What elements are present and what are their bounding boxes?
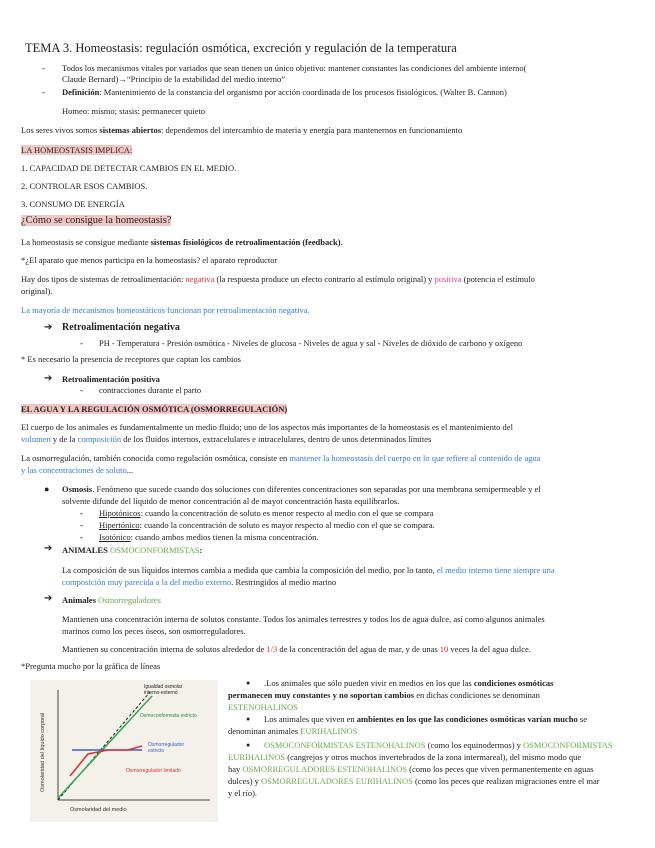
euryhaline-term: EURIHALINOS bbox=[300, 726, 358, 736]
dot-bullet: ● bbox=[246, 679, 251, 687]
intro-bullet-1-line-1: Todos los mecanismos vitales por variados que sean tienen un único objetivo: mantener constantes las condiciones del ambiente interno( bbox=[62, 63, 527, 73]
implies-item-1: 1. CAPACIDAD DE DETECTAR CAMBIOS EN EL MEDIO. bbox=[21, 163, 237, 173]
one-third: 1/3 bbox=[266, 644, 278, 654]
positive-heading-text: Retroalimentación positiva bbox=[62, 374, 160, 384]
definition-text: : Mantenimiento de la constancia del organismo por acción coordinada de los procesos fisiológicos. (Walter B. Cannon) bbox=[99, 87, 507, 97]
ten: 10 bbox=[439, 644, 449, 654]
hypotonic-label: Hipotónicos bbox=[99, 508, 141, 518]
dash-bullet: - bbox=[80, 338, 83, 348]
dash-bullet: - bbox=[80, 508, 83, 518]
side-s2-line-2 bbox=[228, 726, 357, 736]
regulator-label-2: estricto bbox=[148, 748, 165, 754]
regulators-p2-mid: de la concentración del agua de mar, y de unas bbox=[277, 644, 440, 654]
equality-label-2: interno-externo bbox=[144, 690, 178, 696]
regulator-label-1: Osmorregulador bbox=[148, 742, 185, 748]
graph-note: *Pregunta mucho por la gráfica de líneas bbox=[21, 661, 161, 671]
dash-bullet: - bbox=[80, 385, 83, 395]
y-axis-label: Osmolaridad del líquido corporal bbox=[40, 712, 46, 792]
dash-bullet: - bbox=[42, 63, 45, 73]
open-systems-post: : dependemos del intercambio de materia y energía para mantenernos en funcionamiento bbox=[161, 125, 463, 135]
s3-green-1: OSMOCONFORMISTAS ESTENOHALINOS bbox=[264, 740, 426, 750]
side-s3-line-3 bbox=[228, 764, 593, 774]
s3-green-2: OSMOCONFORMISTAS bbox=[523, 740, 613, 750]
regulators-green: Osmorreguladores bbox=[98, 595, 161, 605]
water-heading bbox=[21, 404, 287, 414]
arrow-bullet: ➔ bbox=[44, 322, 53, 333]
side-s3-line-5: y el río). bbox=[228, 788, 258, 798]
implies-heading bbox=[21, 145, 132, 155]
question-reproductive: *¿El aparato que menos participa en la homeostasis? el aparato reproductor bbox=[21, 255, 278, 265]
equality-label-1: Igualdad osmolar bbox=[144, 684, 183, 690]
conformers-label: ANIMALES bbox=[62, 545, 110, 555]
feedback-types-line-2: original). bbox=[21, 286, 53, 296]
definition-label: Definición bbox=[62, 87, 100, 97]
dot-bullet: ● bbox=[246, 715, 251, 723]
feedback-types-pre: Hay dos tipos de sistemas de retroalimentación: bbox=[21, 274, 186, 284]
dash-bullet: - bbox=[80, 532, 83, 542]
isotonic-label: Isotónico bbox=[99, 532, 131, 542]
water-p1-post: de los fluidos internos, extracelulares e intracelulares, dentro de unos determinados límites bbox=[121, 434, 432, 444]
dot-bullet: ● bbox=[44, 484, 50, 494]
page-title: TEMA 3. Homeostasis: regulación osmótica, excreción y regulación de la temperatura bbox=[25, 41, 457, 55]
receptors-note: * Es necesario la presencia de receptores que captan los cambios bbox=[21, 354, 241, 364]
s2-post: se bbox=[577, 714, 587, 724]
negative-item: PH - Temperatura - Presión osmótica - Niveles de glucosa - Niveles de agua y sal - Niveles de dióxido de carbono y oxígeno bbox=[99, 338, 523, 348]
definition-line bbox=[62, 87, 507, 97]
conformers-pre: La composición de sus líquidos internos cambia a medida que cambia la composición del medio, por lo tanto, bbox=[62, 565, 437, 575]
dash-bullet: - bbox=[42, 87, 45, 97]
side-s1-line-1 bbox=[264, 678, 553, 688]
water-p2-l2-blue: y las concentraciones de soluto bbox=[21, 465, 127, 475]
osmosis-line-1 bbox=[62, 484, 541, 494]
osmosis-line-2: solvente difunde del líquido de menor concentración al de mayot concentración hasta equilibrarlos. bbox=[62, 496, 400, 506]
conformers-colon: : bbox=[199, 545, 203, 555]
composition-word: composición bbox=[77, 434, 122, 444]
dot-bullet: ● bbox=[246, 741, 251, 749]
conformers-green: OSMOCONFORMISTAS bbox=[109, 545, 200, 555]
side-s3-line-2 bbox=[228, 752, 581, 762]
s3-l4-post: (como los peces que realizan migraciones entre el mar bbox=[412, 776, 600, 786]
feedback-bold: sistemas fisiológicos de retroalimentación (feedback) bbox=[150, 237, 341, 247]
positive-heading bbox=[62, 374, 160, 384]
conformers-blue-1: el medio interno tiene siempre una bbox=[436, 565, 555, 575]
limited-label: Osmorregulador limitado bbox=[126, 768, 181, 774]
side-s1-line-2 bbox=[228, 690, 540, 700]
conformist-label: Osmoconformista estricto bbox=[140, 713, 197, 719]
dash-bullet: - bbox=[80, 520, 83, 530]
s1-post: en dichas condiciones se denominan bbox=[414, 690, 540, 700]
water-p2-blue: mantener la homeostasis del cuerpo en lo que refiere al contenido de agua bbox=[289, 453, 541, 463]
osmosis-text-1: . Fenómeno que sucede cuando dos soluciones con diferentes concentraciones son separadas por una membrana semipermeable y el bbox=[92, 484, 541, 494]
conformers-blue-2: composición muy parecida a la del medio externo bbox=[62, 577, 232, 587]
volume-word: volumen bbox=[21, 434, 51, 444]
arrow-bullet: ➔ bbox=[44, 373, 53, 384]
etymology: Homeo: mismo; stasis: permanecer quieto bbox=[62, 106, 206, 116]
s3-l3-post: (como los peces que viven permanentemente en aguas bbox=[406, 764, 594, 774]
water-p2-line-1 bbox=[21, 453, 541, 463]
hypotonic-line bbox=[99, 508, 433, 518]
open-systems-pre: Los seres vivos somos bbox=[21, 125, 100, 135]
s2-l2-pre: denominan animales bbox=[228, 726, 301, 736]
regulators-p2-post: veces la del agua dulce. bbox=[448, 644, 531, 654]
s1-bold-1: condiciones osmóticas bbox=[473, 678, 554, 688]
feedback-pre: La homeostasis se consigue mediante bbox=[21, 237, 151, 247]
open-systems-paragraph bbox=[21, 125, 462, 135]
regulators-p1-line-2: marinos como los peces óseos, son osmorreguladores. bbox=[62, 626, 246, 636]
s3-mid: (como los equinodermos) y bbox=[425, 740, 524, 750]
hypertonic-label: Hipertónico bbox=[99, 520, 140, 530]
majority-negative: La mayoría de mecanismos homeostáticos funcionan por retroalimentación negativa. bbox=[21, 305, 310, 315]
water-p1-line-1: El cuerpo de los animales es fundamentalmente un medio fluido; uno de los aspectos más importantes de la homeostasis es el mantenimiento del bbox=[21, 422, 513, 432]
regulators-heading bbox=[62, 595, 161, 605]
intro-bullet-1-line-2: Claude Bernard)→“Principio de la estabilidad del medio interno” bbox=[62, 74, 286, 84]
negative-heading bbox=[62, 322, 180, 334]
how-heading bbox=[21, 215, 171, 228]
hypotonic-text: : cuando la concentración de soluto es menor respecto al medio con el que se compara bbox=[140, 508, 434, 518]
regulators-label: Animales bbox=[62, 595, 99, 605]
s2-bold: ambientes en los que las condiciones osmóticas varían mucho bbox=[356, 714, 578, 724]
hypertonic-line bbox=[99, 520, 435, 530]
side-s3-line-1 bbox=[264, 740, 613, 750]
feedback-types-line-1 bbox=[21, 274, 535, 284]
s1-bold-2: permanecen muy constantes y no soportan cambios bbox=[228, 690, 415, 700]
regulators-p2-pre: Mantienen su concentración interna de solutos alrededor de bbox=[62, 644, 267, 654]
s3-l4-pre: dulces) y bbox=[228, 776, 262, 786]
open-systems-bold: sistemas abiertos bbox=[99, 125, 162, 135]
positive-item: contracciones durante el parto bbox=[99, 385, 202, 395]
implies-item-2: 2. CONTROLAR ESOS CAMBIOS. bbox=[21, 181, 148, 191]
s1-pre: .Los animales que sólo pueden vivir en medios en los que las bbox=[264, 678, 474, 688]
feedback-types-post: (potencia el estímulo bbox=[461, 274, 535, 284]
osmoregulation-graph bbox=[30, 680, 218, 822]
implies-heading-text: LA HOMEOSTASIS IMPLICA: bbox=[21, 145, 133, 155]
x-axis-label: Osmolaridad del medio bbox=[70, 807, 127, 813]
regulators-p1-line-1: Mantienen una concentración interna de solutos constante. Todos los animales terrestres y todos los de agua dulce, así como algunos animales bbox=[62, 614, 545, 624]
s3-l2-green: EURIHALINOS bbox=[228, 752, 286, 762]
s2-pre: Los animales que viven en bbox=[264, 714, 357, 724]
side-s2-line-1 bbox=[264, 714, 587, 724]
side-s3-line-4 bbox=[228, 776, 600, 786]
arrow-bullet: ➔ bbox=[44, 593, 53, 604]
isotonic-text: : cuando ambos medios tienen la misma concentración. bbox=[130, 532, 319, 542]
s3-l3-pre: hay bbox=[228, 764, 243, 774]
regulators-p2 bbox=[62, 644, 531, 654]
conformers-line-2 bbox=[62, 577, 336, 587]
feedback-types-mid: (la respuesta produce un efecto contrario al estímulo original) y bbox=[214, 274, 435, 284]
arrow-bullet: ➔ bbox=[44, 543, 53, 554]
implies-item-3: 3. CONSUMO DE ENERGÍA bbox=[21, 199, 125, 209]
conformers-line-1 bbox=[62, 565, 555, 575]
hypertonic-text: : cuando la concentración de soluto es mayor respecto al medio con el que se compara. bbox=[139, 520, 435, 530]
how-heading-text: ¿Cómo se consigue la homeostasis? bbox=[21, 215, 172, 226]
water-p2-l2-post: ... bbox=[126, 465, 134, 475]
isotonic-line bbox=[99, 532, 319, 542]
osmosis-label: Osmosis bbox=[62, 484, 93, 494]
positive-word: positiva bbox=[434, 274, 462, 284]
stenohaline-term: ESTENOHALINOS bbox=[228, 702, 298, 712]
water-p1-mid: y de la bbox=[50, 434, 78, 444]
s3-l2-post: (cangrejos y otros muchos invertebrados de la zona intermareal), del mismo modo que bbox=[285, 752, 582, 762]
feedback-post: . bbox=[340, 237, 343, 247]
water-heading-text: EL AGUA Y LA REGULACIÓN OSMÓTICA (OSMORREGULACIÓN) bbox=[21, 404, 288, 414]
feedback-paragraph bbox=[21, 237, 343, 247]
negative-heading-text: Retroalimentación negativa bbox=[62, 322, 180, 333]
conformers-heading bbox=[62, 545, 202, 555]
conformers-post: . Restringidos al medio marino bbox=[231, 577, 337, 587]
s3-l4-green: OSMORREGULADORES EURIHALINOS bbox=[261, 776, 413, 786]
water-p2-line-2 bbox=[21, 465, 133, 475]
s3-l3-green: OSMORREGULADORES ESTENOHALINOS bbox=[242, 764, 407, 774]
water-p2-pre: La osmorregulación, también conocida como regulación osmótica, consiste en bbox=[21, 453, 290, 463]
negative-word: negativa bbox=[185, 274, 215, 284]
water-p1-line-2 bbox=[21, 434, 431, 444]
